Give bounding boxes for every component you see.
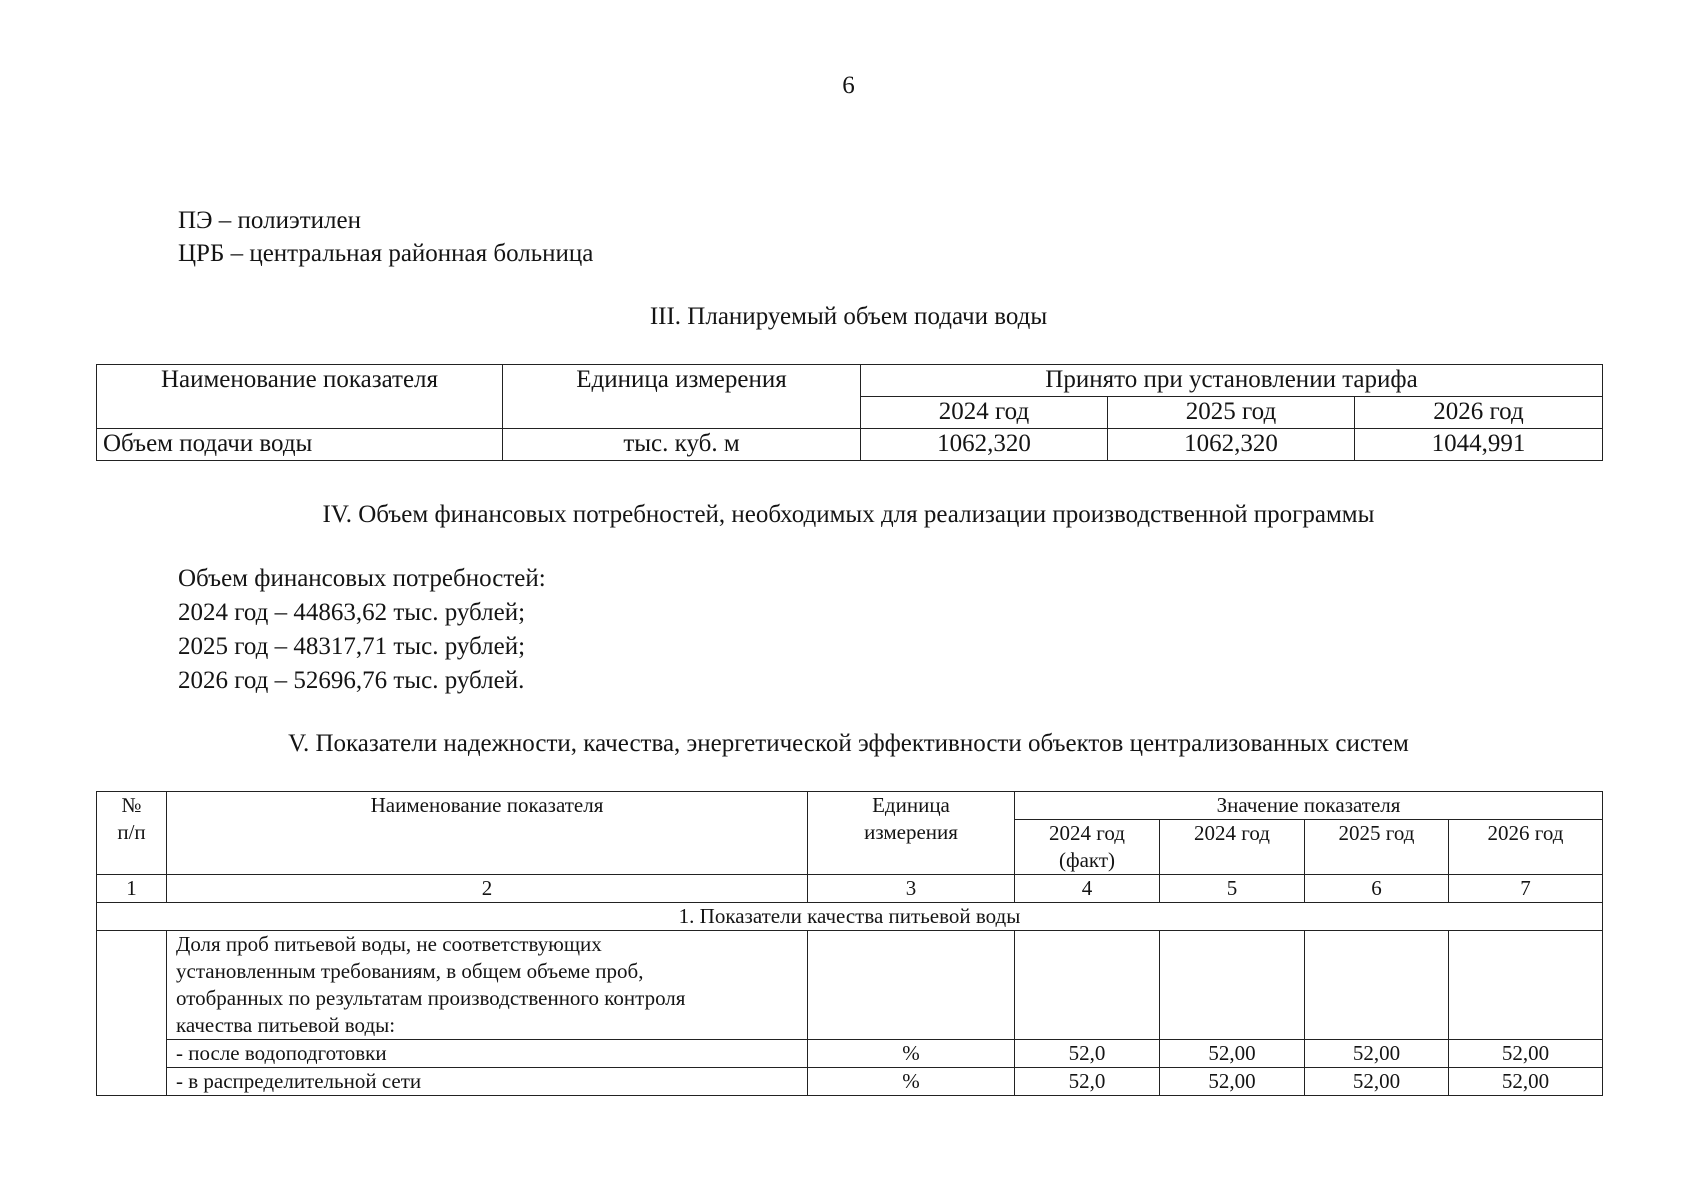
column-number: 5 bbox=[1160, 875, 1305, 903]
cell-value: 52,0 bbox=[1015, 1068, 1160, 1096]
cell-empty bbox=[1305, 931, 1449, 1040]
cell-value: 1062,320 bbox=[861, 429, 1108, 461]
table-row bbox=[97, 1068, 1603, 1096]
cell-unit: % bbox=[808, 1040, 1015, 1068]
cell-unit: тыс. куб. м bbox=[503, 429, 861, 461]
cell-value: 52,00 bbox=[1160, 1040, 1305, 1068]
water-supply-table bbox=[96, 364, 1603, 461]
cell-value: 52,0 bbox=[1015, 1040, 1160, 1068]
header-year: 2024 год bbox=[861, 397, 1108, 429]
table-row bbox=[97, 429, 1603, 461]
column-number: 4 bbox=[1015, 875, 1160, 903]
header-row-number: № п/п bbox=[97, 792, 167, 875]
abbreviation-line: ПЭ – полиэтилен bbox=[178, 207, 361, 234]
indicators-table bbox=[96, 791, 1603, 1096]
cell-value: 52,00 bbox=[1305, 1040, 1449, 1068]
header-year: 2026 год bbox=[1355, 397, 1603, 429]
header-year: 2026 год bbox=[1449, 820, 1603, 875]
column-number: 6 bbox=[1305, 875, 1449, 903]
header-unit: Единица измерения bbox=[503, 365, 861, 429]
cell-value: 1044,991 bbox=[1355, 429, 1603, 461]
header-tariff-group: Принято при установлении тарифа bbox=[861, 365, 1603, 397]
group-title: 1. Показатели качества питьевой воды bbox=[97, 903, 1603, 931]
table-row bbox=[97, 1040, 1603, 1068]
header-year: 2025 год bbox=[1305, 820, 1449, 875]
financial-line: 2025 год – 48317,71 тыс. рублей; bbox=[178, 633, 526, 660]
header-value-group: Значение показателя bbox=[1015, 792, 1603, 820]
financial-line: 2024 год – 44863,62 тыс. рублей; bbox=[178, 599, 526, 626]
table-row bbox=[97, 931, 1603, 1040]
column-number: 3 bbox=[808, 875, 1015, 903]
cell-value: 1062,320 bbox=[1108, 429, 1355, 461]
cell-empty bbox=[1015, 931, 1160, 1040]
cell-empty bbox=[1160, 931, 1305, 1040]
header-indicator-name: Наименование показателя bbox=[167, 792, 808, 875]
column-number: 2 bbox=[167, 875, 808, 903]
cell-row-number bbox=[97, 931, 167, 1096]
cell-value: 52,00 bbox=[1449, 1040, 1603, 1068]
header-unit: Единица измерения bbox=[808, 792, 1015, 875]
header-year: 2024 год bbox=[1160, 820, 1305, 875]
page-number: 6 bbox=[842, 72, 855, 99]
header-year-fact: 2024 год (факт) bbox=[1015, 820, 1160, 875]
cell-indicator-description: Доля проб питьевой воды, не соответствующих установленным требованиям, в общем объеме проб, отобранных по результатам производственного контроля качества питьевой воды: bbox=[167, 931, 808, 1040]
column-numbers-row bbox=[97, 875, 1603, 903]
section-3-heading: III. Планируемый объем подачи воды bbox=[649, 303, 1048, 330]
section-5-heading: V. Показатели надежности, качества, энергетической эффективности объектов централизованных систем bbox=[288, 730, 1409, 757]
column-number: 7 bbox=[1449, 875, 1603, 903]
financial-line: Объем финансовых потребностей: bbox=[178, 565, 546, 592]
header-indicator-name: Наименование показателя bbox=[97, 365, 503, 429]
column-number: 1 bbox=[97, 875, 167, 903]
cell-empty bbox=[1449, 931, 1603, 1040]
cell-empty bbox=[808, 931, 1015, 1040]
financial-line: 2026 год – 52696,76 тыс. рублей. bbox=[178, 667, 525, 694]
header-year: 2025 год bbox=[1108, 397, 1355, 429]
section-4-heading: IV. Объем финансовых потребностей, необходимых для реализации производственной программы bbox=[322, 501, 1375, 528]
cell-value: 52,00 bbox=[1449, 1068, 1603, 1096]
cell-indicator-name: - после водоподготовки bbox=[167, 1040, 808, 1068]
financial-needs-block bbox=[178, 562, 546, 698]
abbreviation-line: ЦРБ – центральная районная больница bbox=[178, 240, 594, 267]
cell-indicator-name: - в распределительной сети bbox=[167, 1068, 808, 1096]
cell-value: 52,00 bbox=[1160, 1068, 1305, 1096]
cell-unit: % bbox=[808, 1068, 1015, 1096]
cell-value: 52,00 bbox=[1305, 1068, 1449, 1096]
cell-indicator-name: Объем подачи воды bbox=[97, 429, 503, 461]
